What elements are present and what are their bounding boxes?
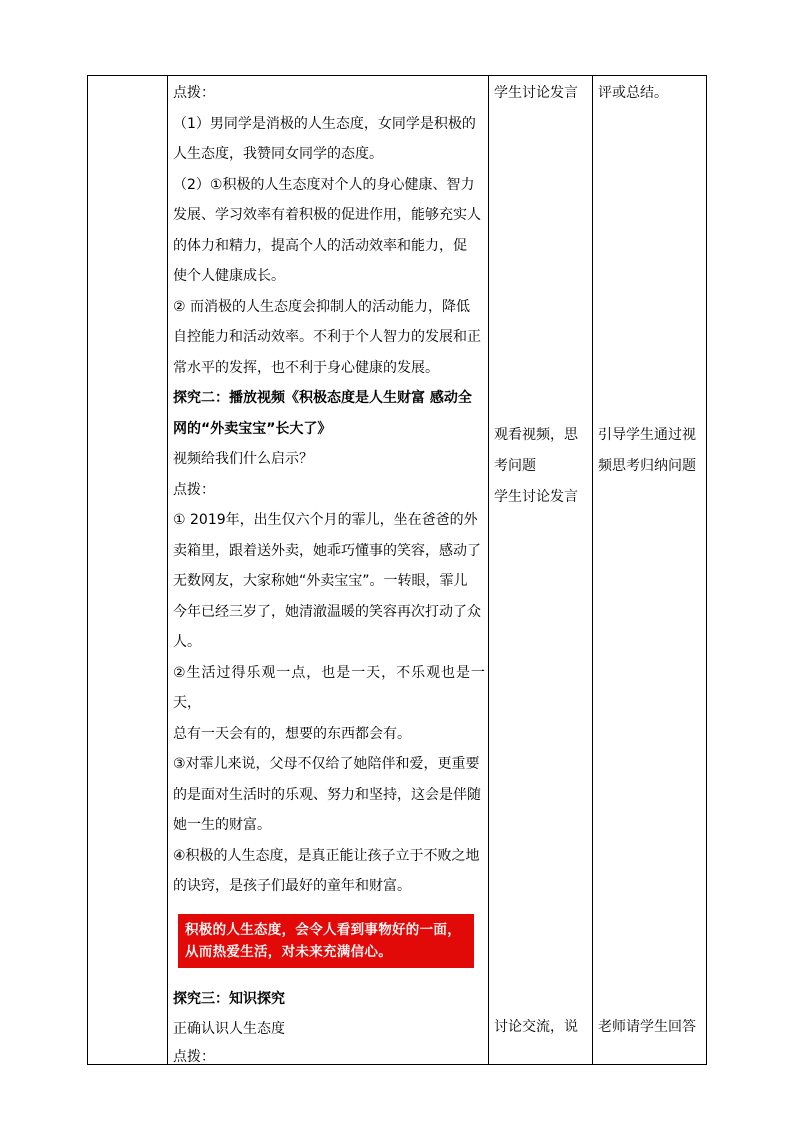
column-divider-3 [592, 75, 593, 1065]
text-line: ③对霏儿来说，父母不仅给了她陪伴和爱，更重要 [173, 756, 480, 772]
text-line: 正确认识人生态度 [173, 1021, 285, 1037]
teacher-activity-2: 引导学生通过视 [598, 427, 696, 443]
red-highlight-banner [178, 914, 474, 968]
table-border-right [706, 75, 707, 1065]
student-activity-2-cont: 考问题 [494, 458, 536, 474]
text-line: 的体力和精力，提高个人的活动效率和能力，促 [173, 237, 467, 254]
text-line: 无数网友，大家称她“外卖宝宝”。一转眼，霏儿 [173, 573, 468, 589]
banner-line: 积极的人生态度，会令人看到事物好的一面， [185, 921, 461, 938]
teacher-activity-2-cont: 频思考归纳问题 [598, 458, 696, 474]
banner-line: 从而热爱生活，对未来充满信心。 [185, 943, 392, 960]
text-line: 人生态度，我赞同女同学的态度。 [173, 146, 383, 162]
hint-label: 点拨： [173, 85, 215, 101]
text-line: （2）①积极的人生态度对个人的身心健康、智力 [173, 176, 475, 193]
student-activity-3: 学生讨论发言 [494, 489, 578, 505]
teacher-activity-3: 老师请学生回答 [598, 1019, 696, 1035]
teacher-activity-1: 评或总结。 [598, 85, 668, 101]
text-line: 常水平的发挥，也不利于身心健康的发展。 [173, 359, 439, 376]
teaching-content-cell [173, 78, 485, 1069]
hint-label: 点拨： [173, 481, 215, 498]
text-line: 自控能力和活动效率。不利于个人智力的发展和正 [173, 329, 481, 345]
text-line: 卖箱里，跟着送外卖，她乖巧懂事的笑容，感动了 [173, 542, 481, 559]
text-line: 发展、学习效率有着积极的促进作用，能够充实人 [173, 207, 481, 223]
student-activity-2: 观看视频，思 [494, 427, 578, 443]
text-line: 今年已经三岁了，她清澈温暖的笑容再次打动了众 [173, 603, 481, 620]
text-line: 总有一天会有的，想要的东西都会有。 [173, 725, 411, 742]
student-activity-4: 讨论交流，说 [494, 1019, 578, 1035]
table-border-left [87, 75, 88, 1065]
text-line: ② 而消极的人生态度会抑制人的活动能力，降低 [173, 298, 470, 315]
text-line: （1）男同学是消极的人生态度，女同学是积极的 [173, 115, 476, 132]
section-heading-explore-2-cont: 网的“外卖宝宝”长大了》 [173, 420, 332, 437]
text-line: 使个人健康成长。 [173, 268, 285, 284]
hint-label: 点拨： [173, 1048, 215, 1065]
text-line: 人。 [173, 634, 201, 650]
column-divider-1 [167, 75, 168, 1065]
student-activity-1: 学生讨论发言 [494, 85, 578, 101]
table-border-top [87, 75, 707, 76]
section-heading-explore-2: 探究二：播放视频《积极态度是人生财富 感动全 [173, 390, 472, 406]
text-line: 她一生的财富。 [173, 817, 271, 833]
text-line: ②生活过得乐观一点，也是一天，不乐观也是一天， [173, 664, 485, 711]
question-line: 视频给我们什么启示？ [173, 451, 313, 467]
text-line: 的诀窍，是孩子们最好的童年和财富。 [173, 878, 411, 894]
section-heading-explore-3: 探究三：知识探究 [173, 990, 285, 1007]
text-line: ① 2019年，出生仅六个月的霏儿，坐在爸爸的外 [173, 512, 478, 528]
column-divider-2 [488, 75, 489, 1065]
text-line: 的是面对生活时的乐观、努力和坚持，这会是伴随 [173, 786, 481, 803]
text-line: ④积极的人生态度，是真正能让孩子立于不败之地 [173, 847, 480, 864]
